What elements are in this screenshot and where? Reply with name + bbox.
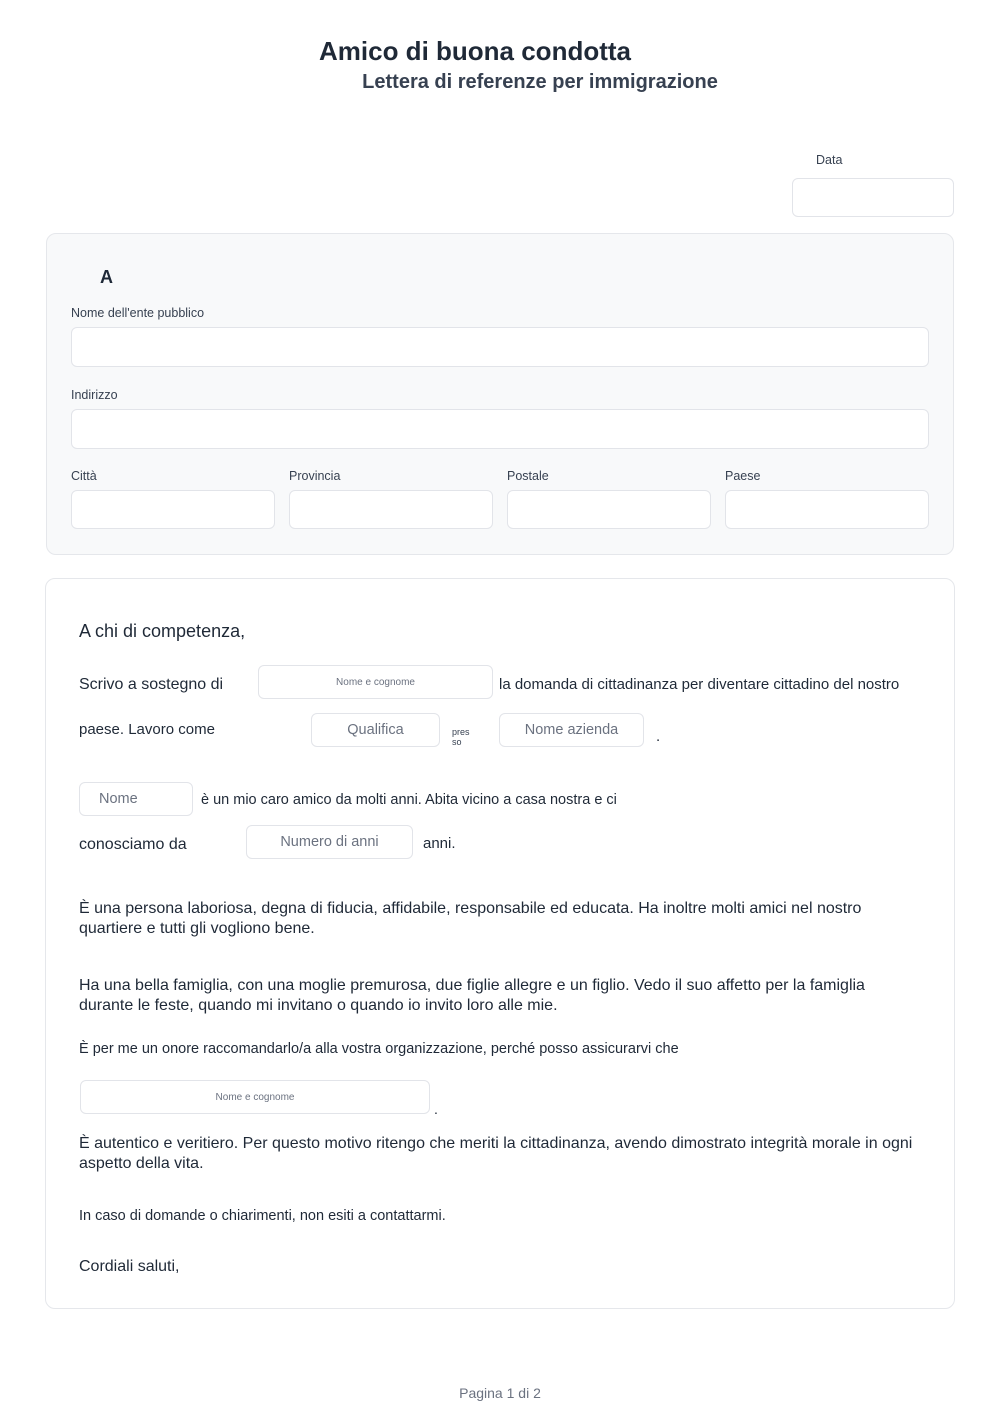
province-field[interactable]: [289, 490, 493, 529]
years-suffix: anni.: [423, 835, 456, 852]
paragraph-6: Ha una bella famiglia, con una moglie premurosa, due figlie allegre e un figlio. Vedo il suo affetto per la famiglia durante le feste, quando mi invitano o quando io invito loro alle mie.: [79, 977, 865, 1014]
entity-name-label: Nome dell'ente pubblico: [71, 306, 205, 320]
candidate-full-name-field[interactable]: Nome e cognome: [258, 665, 493, 699]
address-field[interactable]: [71, 409, 929, 449]
paragraph-1-intro: Scrivo a sostegno di: [79, 676, 224, 693]
friend-name-field[interactable]: Nome: [79, 782, 193, 816]
province-label: Provincia: [289, 469, 341, 483]
paragraph-4-intro: conosciamo da: [79, 836, 187, 853]
document-title: Amico di buona condotta: [319, 36, 631, 66]
country-label: Paese: [725, 469, 761, 483]
recipient-heading: A: [100, 267, 113, 287]
recommended-full-name-field[interactable]: Nome e cognome: [80, 1080, 430, 1114]
page-number: Pagina 1 di 2: [459, 1385, 541, 1401]
entity-name-field[interactable]: [71, 327, 929, 367]
date-field[interactable]: [792, 178, 954, 217]
paragraph-3-text: è un mio caro amico da molti anni. Abita vicino a casa nostra e ci: [201, 792, 617, 808]
date-label: Data: [816, 153, 843, 167]
presso-label: pres so: [452, 727, 470, 747]
period-mark: .: [656, 728, 661, 745]
job-title-field[interactable]: Qualifica: [311, 713, 440, 747]
postal-field[interactable]: [507, 490, 711, 529]
paragraph-9: In caso di domande o chiarimenti, non esiti a contattarmi.: [79, 1208, 446, 1224]
letter-greeting: A chi di competenza,: [79, 621, 246, 641]
address-label: Indirizzo: [71, 388, 118, 402]
document-subtitle: Lettera di referenze per immigrazione: [362, 71, 718, 93]
postal-label: Postale: [507, 469, 549, 483]
closing: Cordiali saluti,: [79, 1258, 180, 1275]
paragraph-2-intro: paese. Lavoro come: [79, 721, 215, 738]
city-field[interactable]: [71, 490, 275, 529]
paragraph-5: È una persona laboriosa, degna di fiducia, affidabile, responsabile ed educata. Ha inoltre molti amici nel nostro quartiere e tutti gli vogliono bene.: [79, 900, 862, 937]
city-label: Città: [71, 469, 97, 483]
years-known-field[interactable]: Numero di anni: [246, 825, 413, 859]
country-field[interactable]: [725, 490, 929, 529]
period-mark-2: .: [434, 1101, 438, 1117]
paragraph-1-continuation: la domanda di cittadinanza per diventare cittadino del nostro: [499, 676, 900, 693]
paragraph-7: È per me un onore raccomandarlo/a alla vostra organizzazione, perché posso assicurarvi che: [79, 1041, 679, 1057]
paragraph-8: È autentico e veritiero. Per questo motivo ritengo che meriti la cittadinanza, avendo dimostrato integrità morale in ogni aspetto della vita.: [79, 1135, 913, 1172]
company-name-field[interactable]: Nome azienda: [499, 713, 644, 747]
